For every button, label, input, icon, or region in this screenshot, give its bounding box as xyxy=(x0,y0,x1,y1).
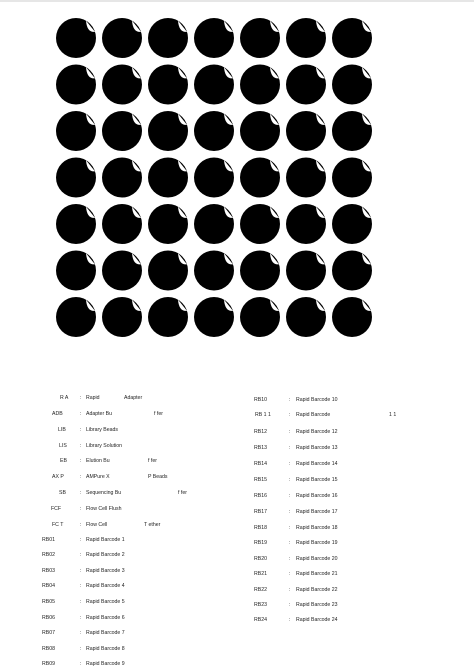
legend-separator: : xyxy=(289,540,291,546)
sticker-1-7 xyxy=(332,18,372,58)
legend-row xyxy=(254,412,434,419)
legend-code: RB06 xyxy=(42,615,55,621)
legend-name-fragment: 1 1 xyxy=(389,412,397,418)
legend-separator: : xyxy=(80,646,82,652)
sticker-4-6 xyxy=(286,158,326,198)
sticker-grid xyxy=(50,14,380,344)
sticker-7-3 xyxy=(148,297,188,337)
legend-row xyxy=(254,617,434,624)
sticker-7-7 xyxy=(332,297,372,337)
legend-code: RB01 xyxy=(42,537,55,543)
legend-name: Rapid Barcode 15 xyxy=(296,477,338,483)
legend-code: RB13 xyxy=(254,445,267,451)
sticker-2-1 xyxy=(56,65,96,105)
sticker-6-5 xyxy=(240,251,280,291)
legend-row xyxy=(40,615,220,622)
top-rule xyxy=(0,0,474,2)
legend-separator: : xyxy=(289,397,291,403)
sticker-2-7 xyxy=(332,65,372,105)
legend-name: Rapid Barcode 22 xyxy=(296,587,338,593)
legend-name: Rapid Barcode 21 xyxy=(296,571,338,577)
legend-name: Flow Cell Flush xyxy=(86,506,122,512)
legend-code: RB03 xyxy=(42,568,55,574)
legend-separator: : xyxy=(289,602,291,608)
sticker-3-5 xyxy=(240,111,280,151)
legend-name: Rapid Barcode 12 xyxy=(296,429,338,435)
legend-name: Elution Bu xyxy=(86,458,110,464)
legend-separator: : xyxy=(80,506,82,512)
legend-row xyxy=(40,522,220,529)
legend-row xyxy=(254,493,434,500)
legend-name: Rapid Barcode 2 xyxy=(86,552,125,558)
sticker-4-4 xyxy=(194,158,234,198)
legend-row xyxy=(40,490,220,497)
legend-code: RB12 xyxy=(254,429,267,435)
sticker-7-1 xyxy=(56,297,96,337)
sticker-3-1 xyxy=(56,111,96,151)
legend-separator: : xyxy=(80,522,82,528)
legend-row xyxy=(254,445,434,452)
legend-name: Rapid Barcode 16 xyxy=(296,493,338,499)
legend-code: AX P xyxy=(52,474,64,480)
legend-name: AMPure X xyxy=(86,474,110,480)
sticker-1-1 xyxy=(56,18,96,58)
legend-code: EB xyxy=(60,458,67,464)
sticker-4-5 xyxy=(240,158,280,198)
sticker-5-6 xyxy=(286,204,326,244)
legend-separator: : xyxy=(80,615,82,621)
legend-row xyxy=(254,461,434,468)
sticker-2-5 xyxy=(240,65,280,105)
legend-code: RB10 xyxy=(254,397,267,403)
legend-separator: : xyxy=(80,537,82,543)
legend-row xyxy=(254,587,434,594)
legend-name: Rapid Barcode 13 xyxy=(296,445,338,451)
legend-name: Rapid Barcode 20 xyxy=(296,556,338,562)
legend-row xyxy=(254,509,434,516)
legend-name: Rapid Barcode 10 xyxy=(296,397,338,403)
sticker-3-4 xyxy=(194,111,234,151)
legend-separator: : xyxy=(80,474,82,480)
sticker-6-3 xyxy=(148,251,188,291)
legend-row xyxy=(40,537,220,544)
sticker-4-1 xyxy=(56,158,96,198)
legend-row xyxy=(40,474,220,481)
sticker-2-4 xyxy=(194,65,234,105)
legend-row xyxy=(254,477,434,484)
legend-row xyxy=(40,568,220,575)
legend-name: Rapid Barcode 24 xyxy=(296,617,338,623)
legend-name: Rapid xyxy=(86,395,100,401)
legend-separator: : xyxy=(289,587,291,593)
legend-separator: : xyxy=(80,630,82,636)
legend-name: Adapter Bu xyxy=(86,411,112,417)
legend-code: RB22 xyxy=(254,587,267,593)
legend-separator: : xyxy=(80,661,82,667)
sticker-1-6 xyxy=(286,18,326,58)
sticker-3-3 xyxy=(148,111,188,151)
legend-row xyxy=(40,427,220,434)
legend-row xyxy=(254,429,434,436)
legend-separator: : xyxy=(80,552,82,558)
legend-code: RB15 xyxy=(254,477,267,483)
legend-code: RB24 xyxy=(254,617,267,623)
legend-name: Flow Cell xyxy=(86,522,108,528)
legend-separator: : xyxy=(289,571,291,577)
legend-separator: : xyxy=(289,429,291,435)
legend-name: Rapid Barcode 14 xyxy=(296,461,338,467)
legend-code: RB21 xyxy=(254,571,267,577)
sticker-6-6 xyxy=(286,251,326,291)
legend-separator: : xyxy=(289,412,291,418)
legend-name: Rapid Barcode 8 xyxy=(86,646,125,652)
legend-code: RB17 xyxy=(254,509,267,515)
legend-code: ADB xyxy=(52,411,63,417)
legend-code: RB09 xyxy=(42,661,55,667)
legend-code: FCF xyxy=(51,506,62,512)
legend-row xyxy=(40,506,220,513)
legend-separator: : xyxy=(289,617,291,623)
legend-name: Rapid Barcode 1 xyxy=(86,537,125,543)
legend-code: RB16 xyxy=(254,493,267,499)
legend-separator: : xyxy=(289,509,291,515)
legend-name-fragment: f fer xyxy=(148,458,157,464)
sticker-6-1 xyxy=(56,251,96,291)
legend-row xyxy=(40,583,220,590)
sticker-7-2 xyxy=(102,297,142,337)
sticker-1-2 xyxy=(102,18,142,58)
sticker-6-7 xyxy=(332,251,372,291)
legend-name: Rapid Barcode xyxy=(296,412,331,418)
legend-separator: : xyxy=(289,556,291,562)
legend-separator: : xyxy=(80,395,82,401)
legend-separator: : xyxy=(289,461,291,467)
sticker-4-7 xyxy=(332,158,372,198)
sticker-5-2 xyxy=(102,204,142,244)
sticker-1-5 xyxy=(240,18,280,58)
legend-code: RB02 xyxy=(42,552,55,558)
legend-code: SB xyxy=(59,490,66,496)
legend-name: Rapid Barcode 9 xyxy=(86,661,125,667)
legend-name-fragment: Adapter xyxy=(124,395,143,401)
legend-separator: : xyxy=(80,443,82,449)
legend-separator: : xyxy=(289,477,291,483)
sticker-5-3 xyxy=(148,204,188,244)
legend-name-fragment: T ether xyxy=(144,522,161,528)
sticker-3-2 xyxy=(102,111,142,151)
legend-name: Rapid Barcode 4 xyxy=(86,583,125,589)
legend-row xyxy=(40,661,220,668)
sticker-5-4 xyxy=(194,204,234,244)
sticker-5-1 xyxy=(56,204,96,244)
legend-code: LIS xyxy=(59,443,67,449)
legend-name: Rapid Barcode 19 xyxy=(296,540,338,546)
legend-row xyxy=(40,395,220,402)
legend-name: Rapid Barcode 6 xyxy=(86,615,125,621)
legend-code: RB23 xyxy=(254,602,267,608)
legend-name: Library Beads xyxy=(86,427,119,433)
sticker-3-7 xyxy=(332,111,372,151)
legend-separator: : xyxy=(80,427,82,433)
sticker-7-6 xyxy=(286,297,326,337)
sticker-7-5 xyxy=(240,297,280,337)
sticker-1-4 xyxy=(194,18,234,58)
legend-code: LIB xyxy=(58,427,66,433)
sticker-2-6 xyxy=(286,65,326,105)
legend-row xyxy=(254,525,434,532)
legend-name: Rapid Barcode 23 xyxy=(296,602,338,608)
legend-row xyxy=(40,630,220,637)
legend-separator: : xyxy=(289,445,291,451)
sticker-4-3 xyxy=(148,158,188,198)
legend-code: RB05 xyxy=(42,599,55,605)
legend-separator: : xyxy=(80,490,82,496)
sticker-6-2 xyxy=(102,251,142,291)
legend-code: RB20 xyxy=(254,556,267,562)
legend-name: Rapid Barcode 5 xyxy=(86,599,125,605)
legend-code: RB 1 1 xyxy=(255,412,271,418)
legend-code: RB14 xyxy=(254,461,267,467)
legend-row xyxy=(254,602,434,609)
legend-name-fragment: f fer xyxy=(178,490,187,496)
legend-name-fragment: P Beads xyxy=(148,474,168,480)
legend-separator: : xyxy=(289,493,291,499)
legend-name: Rapid Barcode 18 xyxy=(296,525,338,531)
legend-code: RB04 xyxy=(42,583,55,589)
legend-row xyxy=(40,411,220,418)
sticker-sheet xyxy=(50,14,380,344)
legend-separator: : xyxy=(80,583,82,589)
sticker-3-6 xyxy=(286,111,326,151)
legend-code: RB19 xyxy=(254,540,267,546)
sticker-6-4 xyxy=(194,251,234,291)
legend-row xyxy=(254,556,434,563)
legend-name-fragment: f fer xyxy=(154,411,163,417)
legend-code: RB07 xyxy=(42,630,55,636)
legend-row xyxy=(254,571,434,578)
legend-separator: : xyxy=(289,525,291,531)
legend-separator: : xyxy=(80,411,82,417)
legend-name: Rapid Barcode 7 xyxy=(86,630,125,636)
sticker-2-2 xyxy=(102,65,142,105)
legend-row xyxy=(40,443,220,450)
sticker-7-4 xyxy=(194,297,234,337)
legend-row xyxy=(254,397,434,404)
legend-name: Rapid Barcode 17 xyxy=(296,509,338,515)
legend-row xyxy=(254,540,434,547)
legend-separator: : xyxy=(80,599,82,605)
legend-name: Rapid Barcode 3 xyxy=(86,568,125,574)
sticker-2-3 xyxy=(148,65,188,105)
legend-name: Library Solution xyxy=(86,443,123,449)
sticker-5-7 xyxy=(332,204,372,244)
legend-code: R A xyxy=(60,395,69,401)
legend-code: RB08 xyxy=(42,646,55,652)
legend-row xyxy=(40,552,220,559)
legend-separator: : xyxy=(80,458,82,464)
sticker-4-2 xyxy=(102,158,142,198)
legend-row xyxy=(40,599,220,606)
sticker-1-3 xyxy=(148,18,188,58)
legend-row xyxy=(40,458,220,465)
legend-separator: : xyxy=(80,568,82,574)
legend-code: RB18 xyxy=(254,525,267,531)
sticker-5-5 xyxy=(240,204,280,244)
legend-code: FC T xyxy=(52,522,64,528)
legend-name: Sequencing Bu xyxy=(86,490,122,496)
legend-row xyxy=(40,646,220,653)
